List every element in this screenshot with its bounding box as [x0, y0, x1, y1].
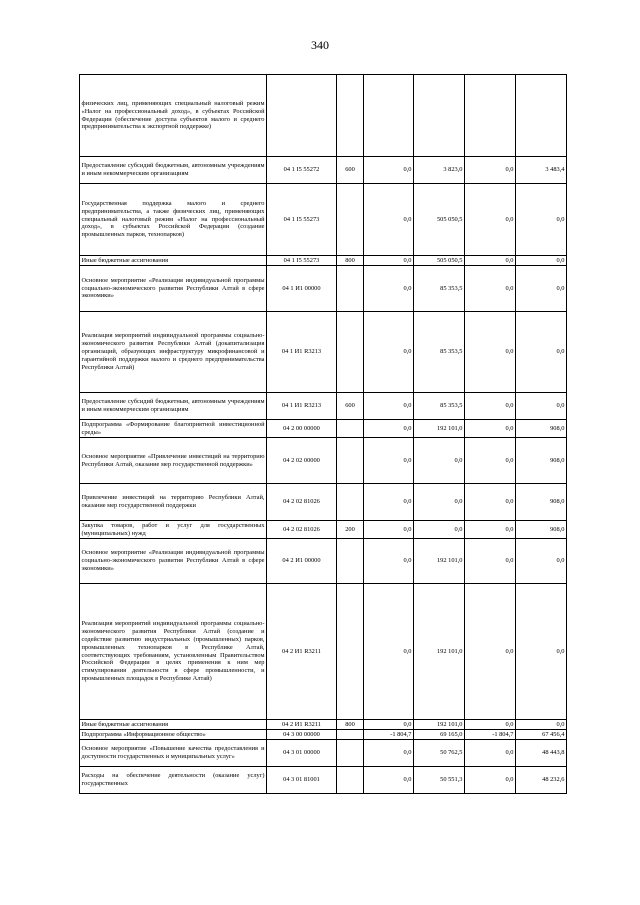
table-row — [80, 767, 567, 794]
expense-type-code-cell — [337, 539, 364, 584]
amount-change-year2-cell: 0,0 — [465, 266, 516, 312]
expense-type-code-cell — [337, 730, 364, 740]
amount-total-year1-cell: 192 101,0 — [414, 539, 465, 584]
amount-change-year1-cell: 0,0 — [364, 539, 414, 584]
amount-change-year1-cell: 0,0 — [364, 521, 414, 539]
target-article-code-cell: 04 2 И1 R3211 — [267, 720, 337, 730]
amount-total-year2-cell: 0,0 — [516, 720, 567, 730]
amount-change-year2-cell: 0,0 — [465, 157, 516, 184]
amount-total-year2-cell: 67 456,4 — [516, 730, 567, 740]
amount-total-year2-cell: 48 443,8 — [516, 740, 567, 767]
amount-change-year1-cell: 0,0 — [364, 184, 414, 256]
table-row — [80, 393, 567, 420]
amount-change-year1-cell: 0,0 — [364, 157, 414, 184]
table-row — [80, 266, 567, 312]
amount-change-year2-cell: 0,0 — [465, 420, 516, 438]
target-article-code-cell: 04 2 00 00000 — [267, 420, 337, 438]
expense-name-cell: Иные бюджетные ассигнования — [80, 720, 267, 730]
amount-change-year2-cell — [465, 75, 516, 157]
amount-total-year1-cell: 0,0 — [414, 521, 465, 539]
amount-total-year2-cell: 908,0 — [516, 521, 567, 539]
table-row — [80, 484, 567, 521]
amount-total-year1-cell: 192 101,0 — [414, 420, 465, 438]
target-article-code-cell: 04 1 I5 55273 — [267, 184, 337, 256]
target-article-code-cell: 04 3 00 00000 — [267, 730, 337, 740]
expense-type-code-cell — [337, 740, 364, 767]
expense-name-cell: Основное мероприятие «Повышение качества предоставления и доступности государственных и муниципальных услуг» — [80, 740, 267, 767]
expense-name-cell: Основное мероприятие «Реализация индивидуальной программы социально-экономического развития Республики Алтай в сфере экономики» — [80, 539, 267, 584]
table-row — [80, 184, 567, 256]
amount-total-year2-cell: 0,0 — [516, 184, 567, 256]
table-row — [80, 75, 567, 157]
amount-change-year2-cell: 0,0 — [465, 539, 516, 584]
amount-total-year2-cell: 3 483,4 — [516, 157, 567, 184]
amount-change-year1-cell: 0,0 — [364, 393, 414, 420]
table-row — [80, 438, 567, 484]
amount-change-year1-cell: 0,0 — [364, 312, 414, 393]
expense-name-cell: Основное мероприятие «Реализация индивидуальной программы социально-экономического развития Республики Алтай в сфере экономики» — [80, 266, 267, 312]
amount-total-year2-cell: 0,0 — [516, 266, 567, 312]
amount-total-year1-cell: 50 762,5 — [414, 740, 465, 767]
target-article-code-cell: 04 1 I5 55272 — [267, 157, 337, 184]
amount-change-year2-cell: 0,0 — [465, 393, 516, 420]
amount-change-year1-cell — [364, 75, 414, 157]
expense-name-cell: Подпрограмма «Информационное общество» — [80, 730, 267, 740]
expense-type-code-cell: 600 — [337, 393, 364, 420]
expense-type-code-cell — [337, 584, 364, 720]
amount-change-year1-cell: 0,0 — [364, 420, 414, 438]
expense-name-cell: Подпрограмма «Формирование благоприятной инвестиционной среды» — [81, 420, 265, 436]
table-row — [80, 521, 567, 539]
amount-total-year1-cell — [414, 75, 465, 157]
amount-change-year1-cell: 0,0 — [364, 767, 414, 794]
expense-name-cell: физических лиц, применяющих специальный налоговый режим «Налог на профессиональный доход», в субъектах Российской Федерации (обеспечение доступа субъектов малого и среднего предпринимательства к экспортной поддержке) — [80, 75, 267, 157]
target-article-code-cell: 04 2 02 81026 — [267, 521, 337, 539]
expense-name-cell: Государственная поддержка малого и среднего предпринимательства, а также физических лиц, применяющих специальный налоговый режим «Налог на профессиональный доход», в субъектах Российской Федерации (создание промышленных парков, технопарков) — [80, 184, 267, 256]
amount-total-year2-cell — [516, 75, 567, 157]
amount-total-year1-cell: 192 101,0 — [414, 720, 465, 730]
amount-total-year2-cell: 908,0 — [516, 420, 567, 438]
amount-total-year1-cell: 192 101,0 — [414, 584, 465, 720]
amount-total-year1-cell: 85 353,5 — [414, 266, 465, 312]
table-row — [80, 740, 567, 767]
target-article-code-cell: 04 1 I5 55273 — [267, 256, 337, 266]
expense-type-code-cell — [337, 75, 364, 157]
table-row — [80, 720, 567, 730]
amount-change-year2-cell: 0,0 — [465, 584, 516, 720]
amount-total-year2-cell: 48 232,6 — [516, 767, 567, 794]
amount-total-year1-cell: 85 353,5 — [414, 312, 465, 393]
amount-total-year1-cell: 50 551,3 — [414, 767, 465, 794]
table-row — [80, 584, 567, 720]
table-row — [80, 256, 567, 266]
amount-change-year2-cell: 0,0 — [465, 256, 516, 266]
expense-name-cell: Реализация мероприятий индивидуальной программы социально-экономического развития Республики Алтай (создание и содействие развитию индустриальных (промышленных) парков, промышленных технопарков в Республике Алтай, соответствующих требованиям, установленным Правительством Российской Федерации в целях применения к ним мер стимулирования деятельности в сфере промышленности, и промышленных площадок в Республике Алтай) — [80, 584, 267, 720]
amount-change-year2-cell: 0,0 — [465, 720, 516, 730]
amount-total-year1-cell: 0,0 — [414, 438, 465, 484]
amount-change-year2-cell: 0,0 — [465, 521, 516, 539]
target-article-code-cell: 04 3 01 81001 — [267, 767, 337, 794]
amount-total-year2-cell: 908,0 — [516, 484, 567, 521]
expense-name-cell: Предоставление субсидий бюджетным, автономным учреждениям и иным некоммерческим организациям — [80, 157, 267, 184]
amount-change-year1-cell: 0,0 — [364, 740, 414, 767]
amount-total-year1-cell: 505 050,5 — [414, 256, 465, 266]
amount-change-year1-cell: -1 804,7 — [364, 730, 414, 740]
amount-total-year2-cell: 0,0 — [516, 393, 567, 420]
table-row — [80, 312, 567, 393]
amount-change-year2-cell: -1 804,7 — [465, 730, 516, 740]
amount-change-year1-cell: 0,0 — [364, 256, 414, 266]
expense-type-code-cell — [337, 312, 364, 393]
expense-name-cell: Привлечение инвестиций на территорию Республики Алтай, оказание мер государственной поддержки — [80, 484, 267, 521]
amount-total-year1-cell: 0,0 — [414, 484, 465, 521]
amount-change-year2-cell: 0,0 — [465, 767, 516, 794]
expense-type-code-cell: 200 — [337, 521, 364, 539]
page-number: 340 — [311, 38, 329, 52]
target-article-code-cell: 04 1 И1 R3213 — [267, 393, 337, 420]
expense-type-code-cell: 600 — [337, 157, 364, 184]
expense-type-code-cell — [337, 767, 364, 794]
expense-type-code-cell — [337, 266, 364, 312]
target-article-code-cell: 04 2 02 00000 — [267, 438, 337, 484]
expense-name-cell: Расходы на обеспечение деятельности (оказание услуг) государственных — [80, 767, 267, 794]
expense-name-cell: Основное мероприятие «Привлечение инвестиций на территорию Республики Алтай, оказание мер государственной поддержки» — [80, 438, 267, 484]
amount-change-year1-cell: 0,0 — [364, 266, 414, 312]
budget-table-body — [80, 75, 567, 794]
target-article-code-cell: 04 2 И1 R3211 — [267, 584, 337, 720]
expense-type-code-cell: 800 — [337, 256, 364, 266]
amount-total-year2-cell: 0,0 — [516, 584, 567, 720]
amount-total-year1-cell: 69 165,0 — [414, 730, 465, 740]
amount-change-year1-cell: 0,0 — [364, 584, 414, 720]
amount-total-year2-cell: 0,0 — [516, 539, 567, 584]
target-article-code-cell — [267, 75, 337, 157]
budget-table — [79, 74, 567, 794]
table-row — [80, 730, 567, 740]
table-row — [80, 539, 567, 584]
amount-change-year2-cell: 0,0 — [465, 740, 516, 767]
expense-name-cell: Иные бюджетные ассигнования — [80, 256, 267, 266]
amount-total-year1-cell: 3 823,0 — [414, 157, 465, 184]
amount-change-year2-cell: 0,0 — [465, 484, 516, 521]
amount-change-year2-cell: 0,0 — [465, 184, 516, 256]
amount-change-year1-cell: 0,0 — [364, 484, 414, 521]
expense-type-code-cell — [337, 184, 364, 256]
target-article-code-cell: 04 1 И1 R3213 — [267, 312, 337, 393]
amount-total-year1-cell: 505 050,5 — [414, 184, 465, 256]
amount-change-year1-cell: 0,0 — [364, 438, 414, 484]
expense-name-cell: Реализация мероприятий индивидуальной программы социально-экономического развития Республики Алтай (докапитализация организаций, образующих инфраструктуру микрофинансовой и гарантийной поддержки малого и среднего предпринимательства Республики Алтай) — [80, 312, 267, 393]
expense-name-cell: Предоставление субсидий бюджетным, автономным учреждениям и иным некоммерческим организациям — [80, 393, 267, 420]
expense-type-code-cell: 800 — [337, 720, 364, 730]
expense-type-code-cell — [337, 420, 364, 438]
target-article-code-cell: 04 2 И1 00000 — [267, 539, 337, 584]
amount-total-year2-cell: 0,0 — [516, 256, 567, 266]
amount-total-year1-cell: 85 353,5 — [414, 393, 465, 420]
expense-type-code-cell — [337, 438, 364, 484]
target-article-code-cell: 04 1 И1 00000 — [267, 266, 337, 312]
expense-type-code-cell — [337, 484, 364, 521]
amount-change-year2-cell: 0,0 — [465, 438, 516, 484]
amount-total-year2-cell: 0,0 — [516, 312, 567, 393]
expense-name-cell: Закупка товаров, работ и услуг для государственных (муниципальных) нужд — [81, 521, 265, 537]
target-article-code-cell: 04 3 01 00000 — [267, 740, 337, 767]
amount-change-year2-cell: 0,0 — [465, 312, 516, 393]
table-row — [80, 157, 567, 184]
table-row — [80, 420, 567, 438]
target-article-code-cell: 04 2 02 81026 — [267, 484, 337, 521]
amount-total-year2-cell: 908,0 — [516, 438, 567, 484]
amount-change-year1-cell: 0,0 — [364, 720, 414, 730]
